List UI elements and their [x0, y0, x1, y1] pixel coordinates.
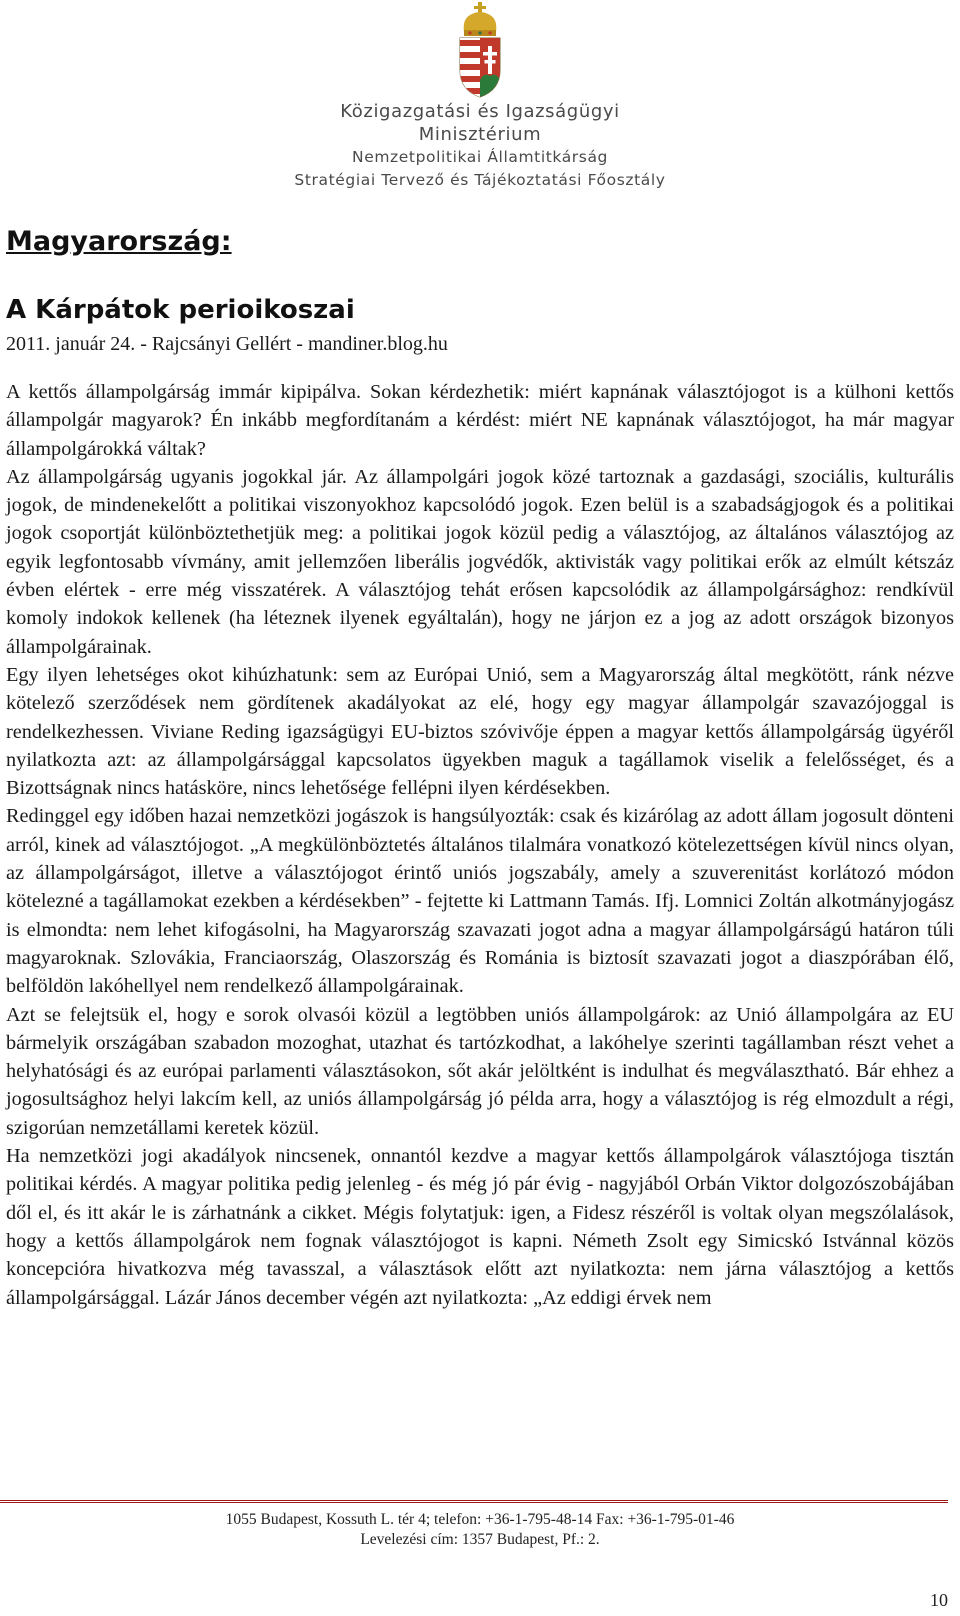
document-header	[0, 0, 960, 190]
paragraph: Redinggel egy időben hazai nemzetközi jogászok is hangsúlyozták: csak és kizárólag az adott állam jogosult dönteni arról, kinek ad választójogot. „A megkülönböztetés általános tilalmára vonatkozó kötelezettségen kívül nincs olyan, az állampolgárságot, illetve a választójogot érintő uniós jogszabály, amely a szuverenitást korlátozó módon kötelezné a tagállamokat ezekben a kérdésekben” - fejtette ki Lattmann Tamás. Ifj. Lomnici Zoltán alkotmányjogász is elmondta: nem lehet kifogásolni, ha Magyarország szavazati jogot adna a magyar állampolgárságú határon túli magyaroknak. Szlovákia, Franciaország, Olaszország és Románia is biztosít szavazati jogot a diaszpórában élő, belföldön lakóhellyel nem rendelkező állampolgárainak.	[6, 805, 954, 998]
ministry-line-3: Nemzetpolitikai Államtitkárság	[352, 148, 608, 166]
document-footer	[0, 1510, 960, 1550]
article-byline: 2011. január 24. - Rajcsányi Gellért - mandiner.blog.hu	[6, 333, 448, 355]
footer-address: 1055 Budapest, Kossuth L. tér 4; telefon: +36-1-795-48-14 Fax: +36-1-795-01-46	[225, 1511, 735, 1528]
page-number: 10	[930, 1590, 948, 1610]
paragraph: Az állampolgárság ugyanis jogokkal jár. Az állampolgári jogok közé tartoznak a gazdasági, szociális, kulturális jogok, de mindenekelőtt a politikai viszonyokhoz kapcsolódó jogok. Ezen belül is a szabadságjogok és a politikai jogok csoportját különböztethetjük meg: a politikai jogok közül pedig a választójog, az általános választójog az egyik legfontosabb vívmány, amit jellemzően liberális jogvédők, aktivisták vagy politikai erők az elmúlt kétszáz évben elértek - erre még visszatérek. A választójog tehát erősen kapcsolódik az állampolgársághoz: rendkívül komoly indokok kellenek (ha léteznek ilyenek egyáltalán), hogy ne járjon ez a jog az adott országok bizonyos állampolgárainak.	[6, 465, 954, 658]
footer-mail: Levelezési cím: 1357 Budapest, Pf.: 2.	[360, 1531, 600, 1548]
footer-divider	[0, 1500, 948, 1503]
paragraph: Ha nemzetközi jogi akadályok nincsenek, onnantól kezdve a magyar kettős állampolgárok választójoga tisztán politikai kérdés. A magyar politika pedig jelenleg - és még jó pár évig - nagyjából Orbán Viktor dolgozószobájában dől el, és itt akár le is zárhatnánk a cikket. Mégis folytatjuk: igen, a Fidesz részéről is voltak olyan megszólalások, hogy a kettős állampolgárok nem fognak választójogot is kapni. Németh Zsolt egy Simicskó Istvánnal közös koncepcióra hivatkozva még tavasszal, a választások előtt azt nyilatkozta: nem járna választójog a kettős állampolgársággal. Lázár János december végén azt nyilatkozta: „Az eddigi érvek nem	[6, 1145, 954, 1309]
paragraph: Egy ilyen lehetséges okot kihúzhatunk: sem az Európai Unió, sem a Magyarország által megkötött, ránk nézve kötelező szerződések nem gördítenek akadályokat az elé, hogy egy magyar állampolgár szavazójoggal is rendelkezhessen. Viviane Reding igazságügyi EU-biztos szóvivője éppen a magyar kettős állampolgárság ügyéről nyilatkozta azt: az állampolgársággal kapcsolatos ügyekben maguk a tagállamok viselik a felelősséget, és a Bizottságnak nincs hatásköre, nincs lehetősége fellépni ilyen kérdésekben.	[6, 663, 954, 800]
ministry-name	[250, 100, 710, 192]
paragraph: Azt se felejtsük el, hogy e sorok olvasói közül a legtöbben uniós állampolgárok: az Unió állampolgára az EU bármelyik országában szabadon mozoghat, utazhat és tartózkodhat, a lakóhelye szerinti tagállamban részt vehet a helyhatósági és az európai parlamenti választásokon, sőt akár jelöltként is indulhat és megválasztható. Bár ehhez a jogosultsághoz helyi lakcím kell, az uniós állampolgárság jó példa arra, hogy a választójog is rég elmozdult a régi, szigorúan nemzetállami keretek közül.	[6, 1003, 954, 1139]
country-heading: Magyarország:	[6, 226, 232, 257]
ministry-line-1: Közigazgatási és Igazságügyi	[340, 101, 620, 122]
paragraph: A kettős állampolgárság immár kipipálva. Sokan kérdezhetik: miért kapnának választójogot is a külhoni kettős állampolgár magyarok? Én inkább megfordítanám a kérdést: miért NE kapnának választójogot, ha már magyar állampolgárokká váltak?	[6, 381, 954, 460]
ministry-line-2: Minisztérium	[418, 124, 542, 145]
article	[6, 208, 954, 1312]
ministry-line-4: Stratégiai Tervező és Tájékoztatási Főosztály	[294, 171, 666, 189]
article-title: A Kárpátok perioikoszai	[6, 295, 355, 325]
hungarian-coat-of-arms-icon	[454, 2, 506, 98]
article-body	[6, 378, 954, 1312]
